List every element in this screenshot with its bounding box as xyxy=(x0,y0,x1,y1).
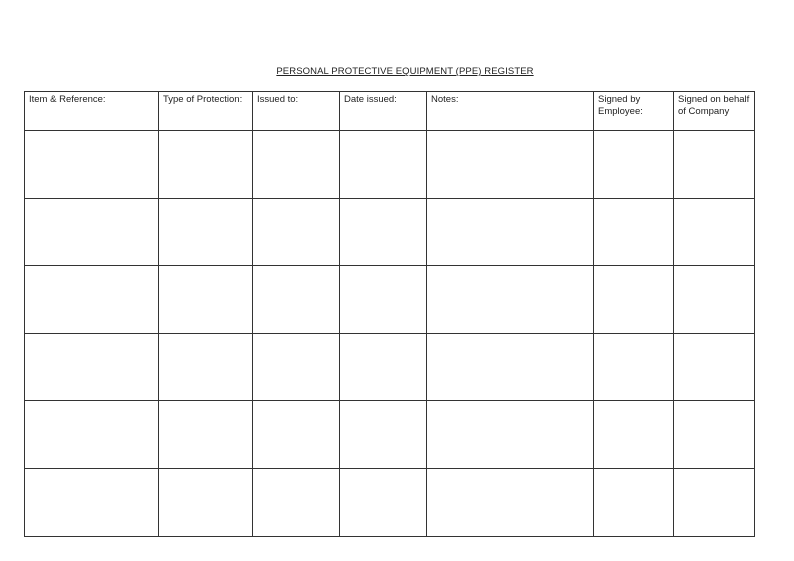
table-cell[interactable] xyxy=(674,401,755,469)
column-header-signed-on-behalf-of-company: Signed on behalf of Company xyxy=(674,92,755,131)
ppe-register-table xyxy=(24,91,755,537)
table-cell[interactable] xyxy=(427,131,594,199)
table-cell[interactable] xyxy=(427,266,594,334)
table-cell[interactable] xyxy=(674,198,755,266)
column-header-item-reference: Item & Reference: xyxy=(25,92,159,131)
table-row xyxy=(25,198,755,266)
column-header-issued-to: Issued to: xyxy=(253,92,340,131)
table-row xyxy=(25,468,755,536)
table-cell[interactable] xyxy=(25,468,159,536)
table-cell[interactable] xyxy=(427,198,594,266)
column-header-date-issued: Date issued: xyxy=(340,92,427,131)
table-cell[interactable] xyxy=(594,198,674,266)
table-cell[interactable] xyxy=(340,131,427,199)
table-cell[interactable] xyxy=(159,266,253,334)
table-cell[interactable] xyxy=(25,198,159,266)
column-header-type-of-protection: Type of Protection: xyxy=(159,92,253,131)
table-cell[interactable] xyxy=(427,333,594,401)
table-cell[interactable] xyxy=(25,131,159,199)
table-cell[interactable] xyxy=(594,266,674,334)
table-cell[interactable] xyxy=(427,468,594,536)
table-cell[interactable] xyxy=(594,131,674,199)
column-header-signed-by-employee: Signed by Employee: xyxy=(594,92,674,131)
table-row xyxy=(25,401,755,469)
header-row xyxy=(25,92,755,131)
table-cell[interactable] xyxy=(25,266,159,334)
table-cell[interactable] xyxy=(253,198,340,266)
table-cell[interactable] xyxy=(253,333,340,401)
column-header-notes: Notes: xyxy=(427,92,594,131)
table-cell[interactable] xyxy=(340,468,427,536)
table-cell[interactable] xyxy=(340,333,427,401)
table-cell[interactable] xyxy=(674,266,755,334)
table-cell[interactable] xyxy=(594,468,674,536)
table-cell[interactable] xyxy=(674,333,755,401)
table-row xyxy=(25,266,755,334)
table-cell[interactable] xyxy=(674,468,755,536)
table-cell[interactable] xyxy=(159,131,253,199)
table-cell[interactable] xyxy=(159,401,253,469)
table-cell[interactable] xyxy=(427,401,594,469)
table-cell[interactable] xyxy=(674,131,755,199)
table-cell[interactable] xyxy=(25,401,159,469)
table-cell[interactable] xyxy=(340,266,427,334)
table-row xyxy=(25,333,755,401)
table-cell[interactable] xyxy=(159,198,253,266)
table-cell[interactable] xyxy=(253,468,340,536)
table-cell[interactable] xyxy=(159,333,253,401)
table-cell[interactable] xyxy=(340,198,427,266)
table-cell[interactable] xyxy=(253,401,340,469)
table-cell[interactable] xyxy=(594,401,674,469)
table-cell[interactable] xyxy=(253,266,340,334)
table-cell[interactable] xyxy=(253,131,340,199)
table-cell[interactable] xyxy=(25,333,159,401)
table-cell[interactable] xyxy=(340,401,427,469)
table-cell[interactable] xyxy=(159,468,253,536)
table-row xyxy=(25,131,755,199)
page-title: PERSONAL PROTECTIVE EQUIPMENT (PPE) REGISTER xyxy=(276,66,534,77)
table-cell[interactable] xyxy=(594,333,674,401)
